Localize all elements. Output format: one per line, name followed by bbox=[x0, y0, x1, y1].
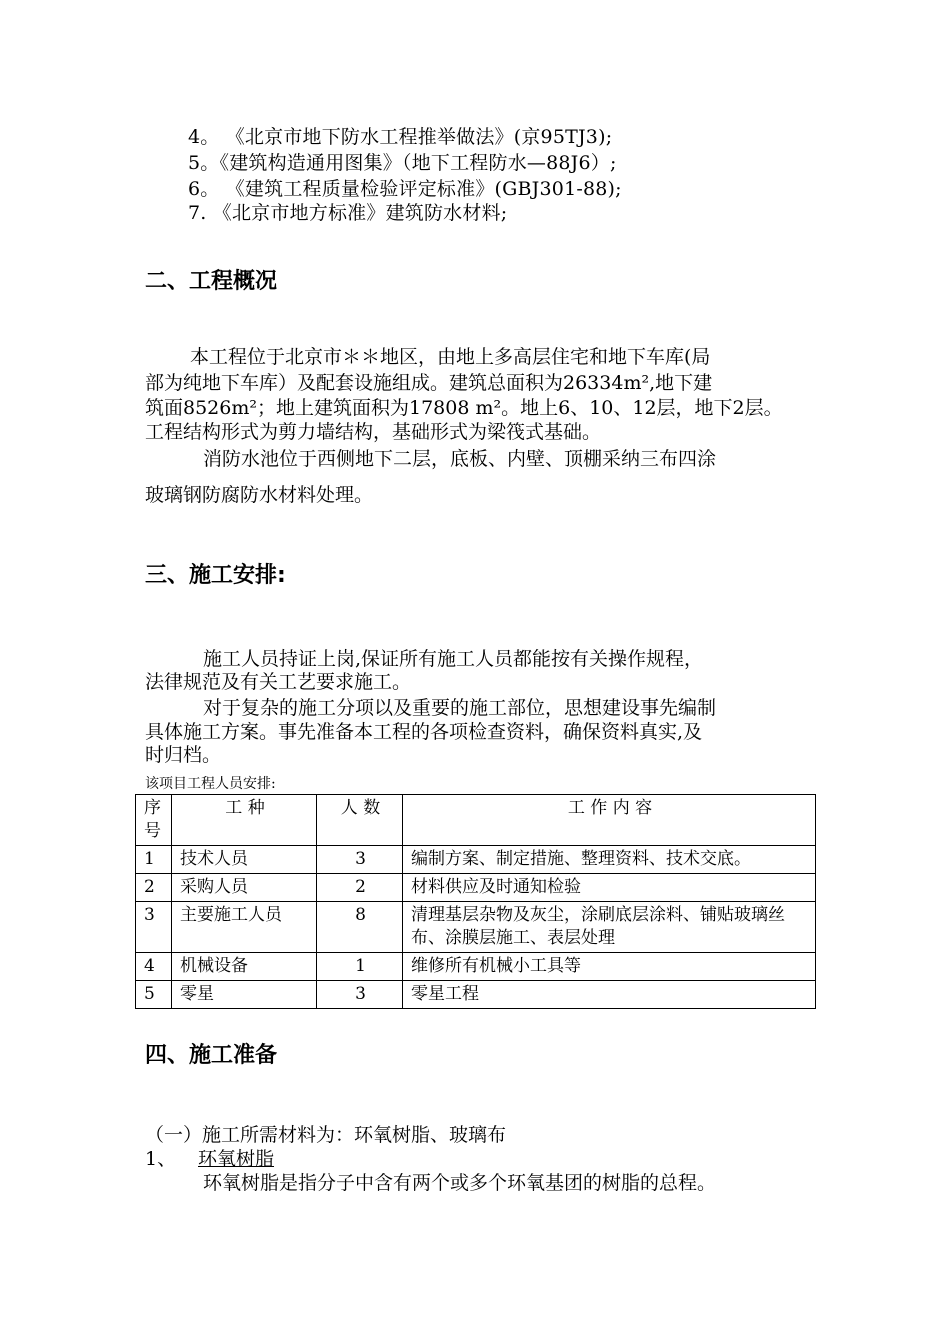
arrangement-paragraph-line: 对于复杂的施工分项以及重要的施工部位，思想建设事先编制 bbox=[203, 697, 717, 719]
fire-pool-paragraph-line: 玻璃钢防腐防水材料处理。 bbox=[145, 484, 374, 506]
reference-item: 4。 《北京市地下防水工程推举做法》(京95TJ3); bbox=[188, 126, 613, 148]
table-row bbox=[136, 846, 816, 874]
item-title: 环氧树脂 bbox=[198, 1148, 275, 1170]
table-header-cell: 工 作 内 容 bbox=[403, 795, 816, 846]
table-caption: 该项目工程人员安排: bbox=[145, 776, 276, 792]
reference-item: 6。 《建筑工程质量检验评定标准》(GBJ301-88); bbox=[188, 178, 622, 200]
item-number: 1、 bbox=[145, 1148, 177, 1170]
table-cell: 清理基层杂物及灰尘，涂刷底层涂料、铺贴玻璃丝布、涂膜层施工、表层处理 bbox=[403, 902, 816, 953]
overview-paragraph-line: 工程结构形式为剪力墙结构，基础形式为梁筏式基础。 bbox=[145, 421, 602, 443]
arrangement-paragraph-line: 时归档。 bbox=[145, 744, 222, 766]
table-row bbox=[136, 874, 816, 902]
table-cell: 2 bbox=[317, 874, 403, 902]
table-cell: 材料供应及时通知检验 bbox=[403, 874, 816, 902]
fire-pool-paragraph-line: 消防水池位于西侧地下二层，底板、内壁、顶棚采纳三布四涂 bbox=[203, 448, 717, 470]
table-cell: 主要施工人员 bbox=[172, 902, 317, 953]
table-header-cell: 人 数 bbox=[317, 795, 403, 846]
table-row bbox=[136, 981, 816, 1009]
table-cell: 机械设备 bbox=[172, 953, 317, 981]
overview-paragraph-line: 筑面8526m²；地上建筑面积为17808 m²。地上6、10、12层，地下2层。 bbox=[145, 397, 783, 419]
table-cell: 8 bbox=[317, 902, 403, 953]
arrangement-paragraph-line: 具体施工方案。事先准备本工程的各项检查资料，确保资料真实,及 bbox=[145, 721, 703, 743]
table-cell: 2 bbox=[136, 874, 172, 902]
table-cell: 1 bbox=[317, 953, 403, 981]
table-cell: 5 bbox=[136, 981, 172, 1009]
overview-paragraph-line: 部为纯地下车库）及配套设施组成。建筑总面积为26334m²,地下建 bbox=[145, 372, 713, 394]
table-header-cell: 序号 bbox=[136, 795, 172, 846]
table-cell: 4 bbox=[136, 953, 172, 981]
table-cell: 编制方案、制定措施、整理资料、技术交底。 bbox=[403, 846, 816, 874]
table-cell: 维修所有机械小工具等 bbox=[403, 953, 816, 981]
overview-paragraph-line: 本工程位于北京市＊＊地区，由地上多高层住宅和地下车库(局 bbox=[190, 346, 711, 368]
table-cell: 采购人员 bbox=[172, 874, 317, 902]
table-row bbox=[136, 953, 816, 981]
table-cell: 零星工程 bbox=[403, 981, 816, 1009]
table-cell: 零星 bbox=[172, 981, 317, 1009]
arrangement-paragraph-line: 施工人员持证上岗,保证所有施工人员都能按有关操作规程， bbox=[203, 648, 704, 670]
table-header-row bbox=[136, 795, 816, 846]
section-heading-arrangement: 三、施工安排: bbox=[145, 563, 286, 588]
table-row bbox=[136, 902, 816, 953]
table-cell: 技术人员 bbox=[172, 846, 317, 874]
staff-table bbox=[135, 794, 816, 1009]
reference-item: 7. 《北京市地方标准》建筑防水材料; bbox=[188, 202, 508, 224]
table-cell: 3 bbox=[136, 902, 172, 953]
materials-line: （一）施工所需材料为：环氧树脂、玻璃布 bbox=[145, 1124, 507, 1146]
table-cell: 1 bbox=[136, 846, 172, 874]
table-cell: 3 bbox=[317, 846, 403, 874]
section-heading-overview: 二、工程概况 bbox=[145, 269, 278, 294]
section-heading-preparation: 四、施工准备 bbox=[145, 1043, 278, 1068]
table-cell: 3 bbox=[317, 981, 403, 1009]
arrangement-paragraph-line: 法律规范及有关工艺要求施工。 bbox=[145, 671, 412, 693]
reference-item: 5。《建筑构造通用图集》（地下工程防水—88J6）; bbox=[188, 152, 617, 174]
table-header-cell: 工 种 bbox=[172, 795, 317, 846]
item-description: 环氧树脂是指分子中含有两个或多个环氧基团的树脂的总程。 bbox=[203, 1172, 717, 1194]
